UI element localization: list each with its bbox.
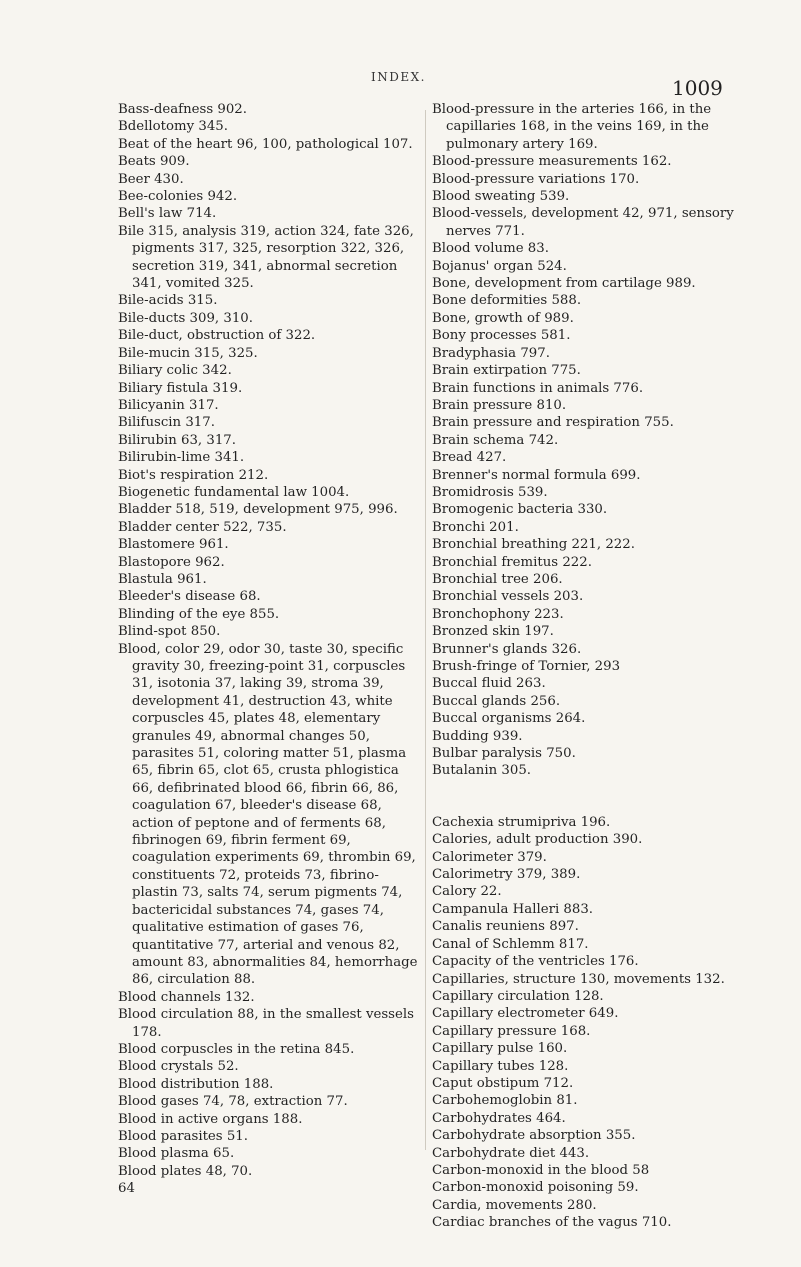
index-entry: Calories, adult production 390. xyxy=(432,832,643,848)
index-entry: Capillary circulation 128. xyxy=(432,988,604,1004)
b-entries-continued xyxy=(432,101,752,780)
index-entry: Blastula 961. xyxy=(118,571,207,587)
index-entry: Bladder center 522, 735. xyxy=(118,519,287,535)
index-entry: 64 xyxy=(118,1181,135,1197)
index-entry: Capacity of the ventricles 176. xyxy=(432,954,639,970)
index-entry: Blood circulation 88, in the smallest vessels 178. xyxy=(118,1007,414,1040)
index-entry: Caput obstipum 712. xyxy=(432,1075,574,1091)
index-entry: Blastopore 962. xyxy=(118,554,225,570)
index-entry: Bleeder's disease 68. xyxy=(118,589,261,605)
index-entry: Calory 22. xyxy=(432,884,502,900)
index-entry: Bilirubin 63, 317. xyxy=(118,432,236,448)
index-entry: Blood-pressure variations 170. xyxy=(432,171,640,187)
index-entry: Blood in active organs 188. xyxy=(118,1111,303,1127)
index-entry: Blinding of the eye 855. xyxy=(118,606,280,622)
index-entry: Bone, development from cartilage 989. xyxy=(432,276,696,292)
index-entry: Buccal glands 256. xyxy=(432,693,561,709)
index-entry: Blind-spot 850. xyxy=(118,624,221,640)
index-entry: Cardia, movements 280. xyxy=(432,1197,597,1213)
index-entry: Bile-duct, obstruction of 322. xyxy=(118,328,316,344)
index-entry: Canalis reuniens 897. xyxy=(432,919,579,935)
index-entry: Bone deformities 588. xyxy=(432,293,582,309)
index-entry: Bell's law 714. xyxy=(118,206,217,222)
index-entry: Biogenetic fundamental law 1004. xyxy=(118,484,350,500)
index-entry: Bile-ducts 309, 310. xyxy=(118,310,253,326)
index-entry: Budding 939. xyxy=(432,728,523,744)
letter-section-gap xyxy=(432,780,752,814)
index-entry: Beat of the heart 96, 100, pathological 107. xyxy=(118,136,413,152)
index-entry: Cardiac branches of the vagus 710. xyxy=(432,1215,672,1231)
index-entry: Biliary fistula 319. xyxy=(118,380,243,396)
index-entry: Brain pressure and respiration 755. xyxy=(432,415,674,431)
index-entry: Bony processes 581. xyxy=(432,328,571,344)
index-entry: Carbohemoglobin 81. xyxy=(432,1093,578,1109)
index-entry: Butalanin 305. xyxy=(432,763,531,779)
index-entry: Bile-mucin 315, 325. xyxy=(118,345,258,361)
index-entry: Bulbar paralysis 750. xyxy=(432,746,576,762)
index-entry: Bronchial tree 206. xyxy=(432,571,563,587)
index-entry: Capillary tubes 128. xyxy=(432,1058,569,1074)
index-entry: Blood crystals 52. xyxy=(118,1059,239,1075)
index-entry: Carbon-monoxid poisoning 59. xyxy=(432,1180,639,1196)
index-entry: Bdellotomy 345. xyxy=(118,119,228,135)
index-entry: Blood-pressure measurements 162. xyxy=(432,154,672,170)
index-entry: Biliary colic 342. xyxy=(118,363,232,379)
index-entry: Brain functions in animals 776. xyxy=(432,380,644,396)
index-entry: Brain schema 742. xyxy=(432,432,559,448)
index-entry: Bronchial vessels 203. xyxy=(432,589,584,605)
right-index-column xyxy=(432,101,752,1232)
index-entry: Bradyphasia 797. xyxy=(432,345,550,361)
index-entry: Bilicyanin 317. xyxy=(118,397,219,413)
index-entry: Cachexia strumipriva 196. xyxy=(432,814,611,830)
index-entry: Brenner's normal formula 699. xyxy=(432,467,641,483)
running-title: INDEX. xyxy=(371,70,426,84)
index-entry: Bronchial fremitus 222. xyxy=(432,554,592,570)
index-entry: Blood-pressure in the arteries 166, in the capillaries 168, in the veins 169, in the pulmonary artery 169. xyxy=(432,102,712,152)
index-entry: Capillary pulse 160. xyxy=(432,1041,568,1057)
index-entry: Campanula Halleri 883. xyxy=(432,901,594,917)
index-entry: Buccal fluid 263. xyxy=(432,676,546,692)
index-entry: Capillaries, structure 130, movements 132. xyxy=(432,971,725,987)
index-entry: Bronchi 201. xyxy=(432,519,519,535)
index-entry: Carbohydrate absorption 355. xyxy=(432,1128,636,1144)
index-entry: Blood plates 48, 70. xyxy=(118,1163,253,1179)
index-entry: Blood distribution 188. xyxy=(118,1076,274,1092)
index-entry: Capillary pressure 168. xyxy=(432,1023,591,1039)
index-entry: Blood corpuscles in the retina 845. xyxy=(118,1041,355,1057)
index-entry: Calorimeter 379. xyxy=(432,849,547,865)
index-entry: Blastomere 961. xyxy=(118,537,229,553)
column-divider xyxy=(425,110,426,1150)
index-entry: Bone, growth of 989. xyxy=(432,310,574,326)
page-number: 1009 xyxy=(672,76,723,100)
index-entry: Blood, color 29, odor 30, taste 30, specific gravity 30, freezing-point 31, corpuscles 31, isotonia 37, laking 39, stroma 39, development 41, destruction 43, white corpuscles 45, plates 48, elementary granules 49, abnormal changes 50, parasites 51, coloring matter 51, plasma 65, fibrin 65, clot 65, crusta phlogistica 66, defibrinated blood 66, fibrin 66, 86, coagulation 67, bleeder's disease 68, action of peptone and of ferments 68, fibrinogen 69, fibrin ferment 69, coagulation experiments 69, thrombin 69, constituents 72, proteids 73, fibrino-plastin 73, salts 74, serum pigments 74, bactericidal substances 74, gases 74, qualitative estimation of gases 76, quantitative 77, arterial and venous 82, amount 83, abnormalities 84, hemorrhage 86, circulation 88. xyxy=(118,641,418,988)
index-entry: Carbon-monoxid in the blood 58 xyxy=(432,1162,650,1178)
index-entry: Brush-fringe of Tornier, 293 xyxy=(432,659,621,674)
index-entry: Blood gases 74, 78, extraction 77. xyxy=(118,1094,348,1110)
index-entry: Blood sweating 539. xyxy=(432,189,570,205)
index-entry: Bromidrosis 539. xyxy=(432,484,548,500)
index-entry: Bromogenic bacteria 330. xyxy=(432,502,608,518)
index-entry: Brain pressure 810. xyxy=(432,397,567,413)
index-entry: Capillary electrometer 649. xyxy=(432,1006,619,1022)
index-entry: Buccal organisms 264. xyxy=(432,711,586,727)
index-entry: Bronchial breathing 221, 222. xyxy=(432,537,635,553)
index-entry: Blood plasma 65. xyxy=(118,1146,235,1162)
index-entry: Biot's respiration 212. xyxy=(118,467,269,483)
page-header xyxy=(0,58,801,98)
left-index-column xyxy=(118,101,418,1198)
index-entry: Bronchophony 223. xyxy=(432,606,564,622)
index-entry: Brunner's glands 326. xyxy=(432,641,582,657)
index-entry: Canal of Schlemm 817. xyxy=(432,936,589,952)
index-entry: Calorimetry 379, 389. xyxy=(432,867,581,883)
index-entry: Bilifuscin 317. xyxy=(118,415,215,431)
index-entry: Beer 430. xyxy=(118,171,184,187)
index-entry: Bread 427. xyxy=(432,450,507,466)
index-entry: Bilirubin-lime 341. xyxy=(118,450,245,466)
index-entry: Brain extirpation 775. xyxy=(432,363,581,379)
index-entry: Bojanus' organ 524. xyxy=(432,258,567,274)
index-entry: Blood-vessels, development 42, 971, sensory nerves 771. xyxy=(432,206,734,239)
index-entry: Bass-deafness 902. xyxy=(118,102,247,117)
index-entry: Carbohydrate diet 443. xyxy=(432,1145,590,1161)
index-entry: Bee-colonies 942. xyxy=(118,189,238,205)
index-entry: Blood parasites 51. xyxy=(118,1128,248,1144)
index-entry: Bladder 518, 519, development 975, 996. xyxy=(118,502,398,518)
index-entry: Bile 315, analysis 319, action 324, fate 326, pigments 317, 325, resorption 322, 326, secretion 319, 341, abnormal secretion 341, vomited 325. xyxy=(118,223,414,292)
index-entry: Blood channels 132. xyxy=(118,989,255,1005)
c-entries xyxy=(432,814,752,1232)
index-entry: Bile-acids 315. xyxy=(118,293,218,309)
index-entry: Carbohydrates 464. xyxy=(432,1110,566,1126)
index-entry: Blood volume 83. xyxy=(432,241,549,257)
index-entry: Bronzed skin 197. xyxy=(432,624,554,640)
index-entry: Beats 909. xyxy=(118,154,190,170)
